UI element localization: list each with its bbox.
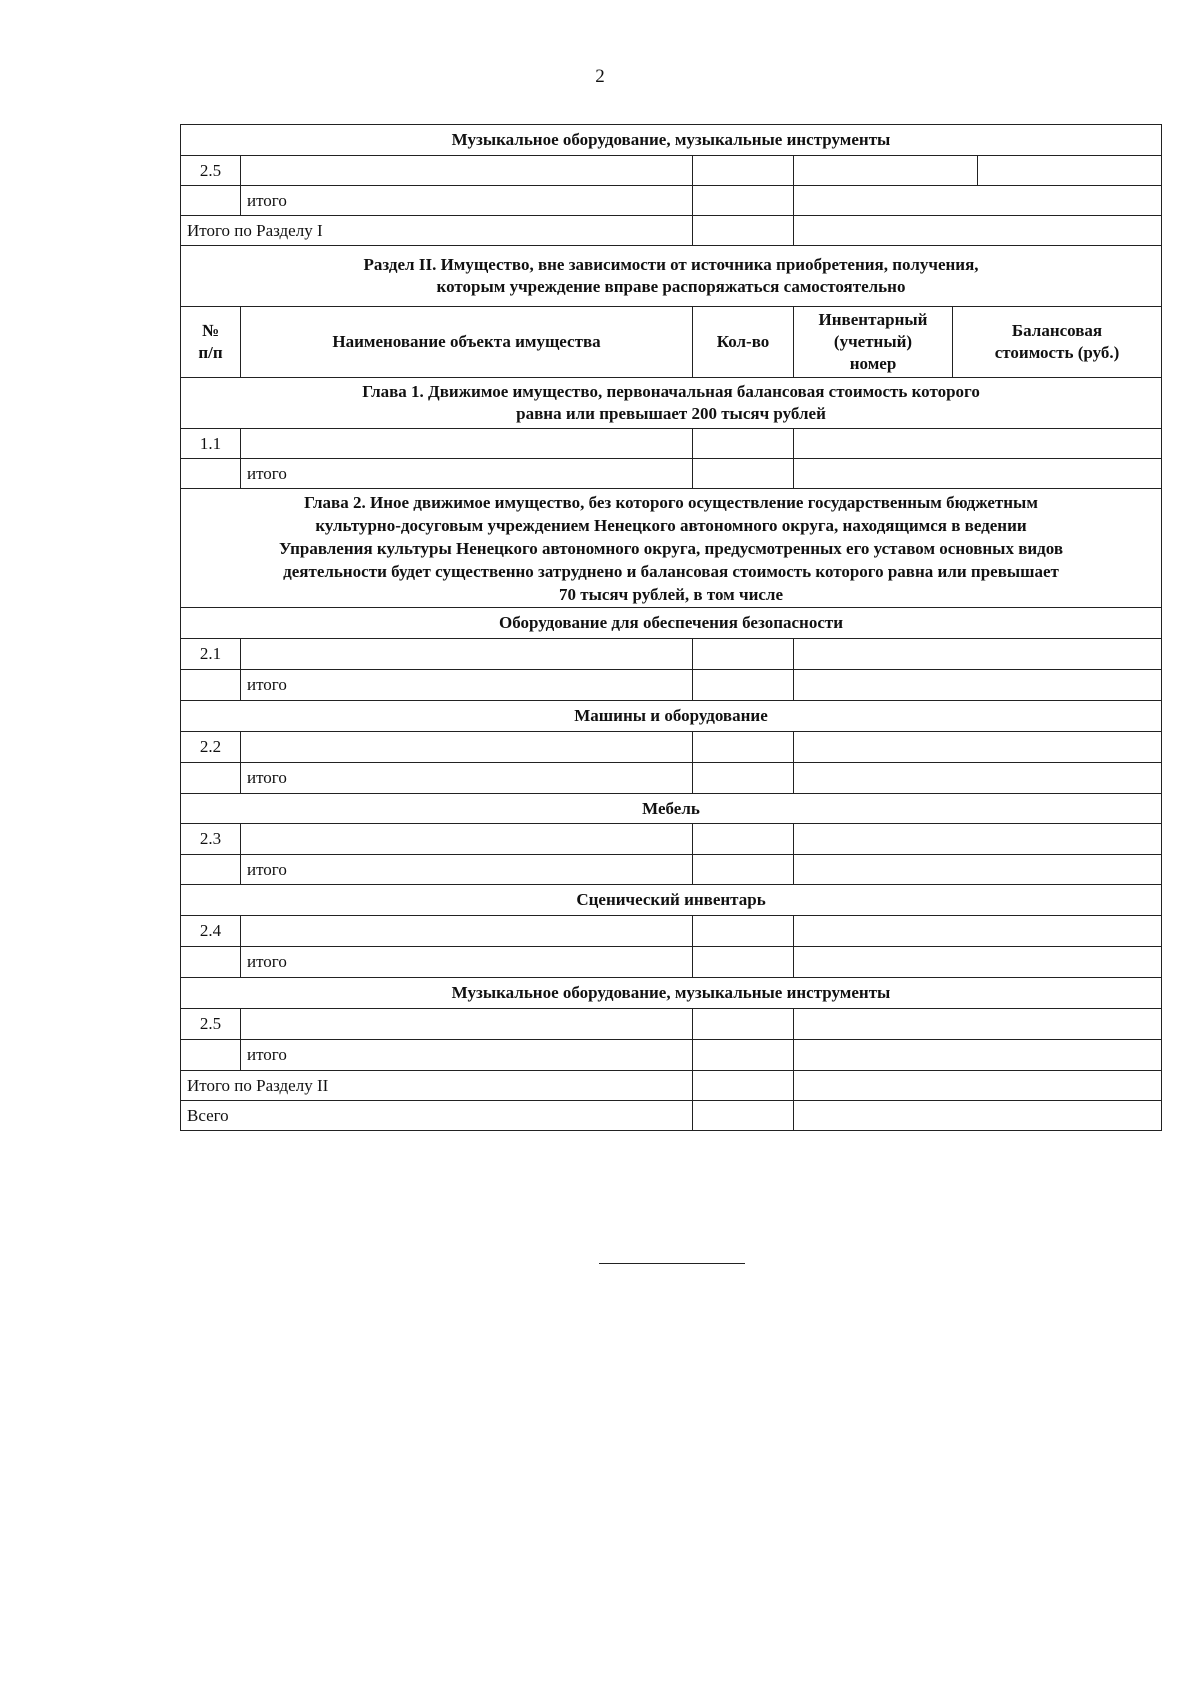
name-cell: [241, 639, 693, 670]
value-cell: [794, 916, 1162, 947]
row-number: [181, 670, 241, 701]
value-cell: [794, 216, 1162, 246]
value-cell: [794, 429, 1162, 459]
value-cell: [794, 763, 1162, 794]
category-title: Машины и оборудование: [181, 701, 1162, 732]
page-number: 2: [595, 66, 605, 87]
name-cell: [241, 732, 693, 763]
chapter-title-line: 70 тысяч рублей, в том числе: [559, 584, 784, 604]
subtotal-label: итого: [241, 670, 693, 701]
subtotal-row: [181, 186, 1162, 216]
qty-cell: [693, 186, 794, 216]
header-line: (учетный): [833, 332, 913, 351]
category-header-row: [181, 794, 1162, 824]
balance-cell: [977, 156, 1155, 185]
chapter-title-row: [181, 378, 1162, 429]
header-qty: Кол-во: [693, 307, 794, 378]
category-title: Мебель: [181, 794, 1162, 824]
subtotal-label: итого: [241, 186, 693, 216]
qty-cell: [693, 947, 794, 978]
value-cell: [794, 639, 1162, 670]
inventory-balance-cell: [794, 156, 1162, 186]
value-cell: [794, 855, 1162, 885]
subtotal-label: итого: [241, 1040, 693, 1071]
value-cell: [794, 824, 1162, 855]
section-title-line: которым учреждение вправе распоряжаться самостоятельно: [436, 277, 906, 296]
header-line: стоимость (руб.): [994, 343, 1120, 362]
subtotal-row: [181, 855, 1162, 885]
name-cell: [241, 429, 693, 459]
closing-rule: [599, 1263, 745, 1264]
chapter-title-line: деятельности будет существенно затруднено и балансовая стоимость которого равна или превышает: [283, 561, 1059, 581]
category-header-row: [181, 885, 1162, 916]
row-number: [181, 763, 241, 794]
category-header-row: [181, 608, 1162, 639]
header-line: п/п: [198, 343, 223, 362]
table-row: [181, 916, 1162, 947]
subtotal-row: [181, 763, 1162, 794]
chapter-2-title: [181, 489, 1162, 608]
inventory-cell: [800, 156, 977, 185]
section-total-row: [181, 1071, 1162, 1101]
value-cell: [794, 186, 1162, 216]
header-name: Наименование объекта имущества: [241, 307, 693, 378]
grand-total-label: Всего: [181, 1101, 693, 1131]
subtotal-row: [181, 1040, 1162, 1071]
grand-total-row: [181, 1101, 1162, 1131]
chapter-title-line: равна или превышает 200 тысяч рублей: [516, 404, 826, 423]
category-header-row: [181, 978, 1162, 1009]
qty-cell: [693, 156, 794, 186]
subtotal-label: итого: [241, 459, 693, 489]
row-number: [181, 459, 241, 489]
qty-cell: [693, 216, 794, 246]
header-line: №: [201, 321, 220, 340]
header-line: номер: [849, 354, 897, 373]
chapter-title-line: Глава 1. Движимое имущество, первоначальная балансовая стоимость которого: [362, 382, 980, 401]
category-header-row: [181, 125, 1162, 156]
qty-cell: [693, 429, 794, 459]
category-title: Сценический инвентарь: [181, 885, 1162, 916]
table-row: [181, 639, 1162, 670]
section-total-label: Итого по Разделу I: [181, 216, 693, 246]
chapter-1-title: [181, 378, 1162, 429]
value-cell: [794, 947, 1162, 978]
subtotal-row: [181, 670, 1162, 701]
value-cell: [794, 732, 1162, 763]
row-number: 2.5: [181, 156, 241, 186]
column-header-row: [181, 307, 1162, 378]
value-cell: [794, 670, 1162, 701]
subtotal-row: [181, 459, 1162, 489]
name-cell: [241, 1009, 693, 1040]
name-cell: [241, 916, 693, 947]
row-number: 1.1: [181, 429, 241, 459]
qty-cell: [693, 1009, 794, 1040]
qty-cell: [693, 732, 794, 763]
qty-cell: [693, 855, 794, 885]
qty-cell: [693, 639, 794, 670]
category-title: Оборудование для обеспечения безопасности: [181, 608, 1162, 639]
category-header-row: [181, 701, 1162, 732]
row-number: 2.1: [181, 639, 241, 670]
value-cell: [794, 459, 1162, 489]
section-total-row: [181, 216, 1162, 246]
category-title: Музыкальное оборудование, музыкальные инструменты: [181, 978, 1162, 1009]
value-cell: [794, 1040, 1162, 1071]
name-cell: [241, 156, 693, 186]
table-row: [181, 1009, 1162, 1040]
name-cell: [241, 824, 693, 855]
qty-cell: [693, 824, 794, 855]
value-cell: [794, 1101, 1162, 1131]
table-row: [181, 429, 1162, 459]
qty-cell: [693, 916, 794, 947]
subtotal-label: итого: [241, 855, 693, 885]
chapter-title-row: [181, 489, 1162, 608]
table-row: [181, 156, 1162, 186]
chapter-title-line: Глава 2. Иное движимое имущество, без которого осуществление государственным бюджетным: [304, 492, 1038, 512]
row-number: [181, 947, 241, 978]
qty-cell: [693, 1071, 794, 1101]
row-number: [181, 186, 241, 216]
row-number: 2.5: [181, 1009, 241, 1040]
value-cell: [794, 1009, 1162, 1040]
qty-cell: [693, 1040, 794, 1071]
row-number: 2.2: [181, 732, 241, 763]
header-inventory: [794, 307, 953, 378]
chapter-title-line: культурно-досуговым учреждением Ненецкого автономного округа, находящимся в ведении: [315, 515, 1027, 535]
section-title-row: [181, 246, 1162, 307]
value-cell: [794, 1071, 1162, 1101]
header-line: Балансовая: [1011, 321, 1103, 340]
category-title: Музыкальное оборудование, музыкальные инструменты: [181, 125, 1162, 156]
subtotal-label: итого: [241, 763, 693, 794]
row-number: [181, 1040, 241, 1071]
table-row: [181, 824, 1162, 855]
row-number: 2.4: [181, 916, 241, 947]
qty-cell: [693, 1101, 794, 1131]
qty-cell: [693, 763, 794, 794]
table-row: [181, 732, 1162, 763]
header-balance: [953, 307, 1162, 378]
qty-cell: [693, 459, 794, 489]
subtotal-row: [181, 947, 1162, 978]
subtotal-label: итого: [241, 947, 693, 978]
row-number: 2.3: [181, 824, 241, 855]
row-number: [181, 855, 241, 885]
header-number: [181, 307, 241, 378]
section-title: [181, 246, 1162, 307]
header-line: Инвентарный: [818, 310, 928, 329]
chapter-title-line: Управления культуры Ненецкого автономного округа, предусмотренных его уставом основных видов: [278, 538, 1064, 558]
section-total-label: Итого по Разделу II: [181, 1071, 693, 1101]
property-table: [180, 124, 1162, 1131]
qty-cell: [693, 670, 794, 701]
section-title-line: Раздел II. Имущество, вне зависимости от источника приобретения, получения,: [363, 255, 979, 274]
